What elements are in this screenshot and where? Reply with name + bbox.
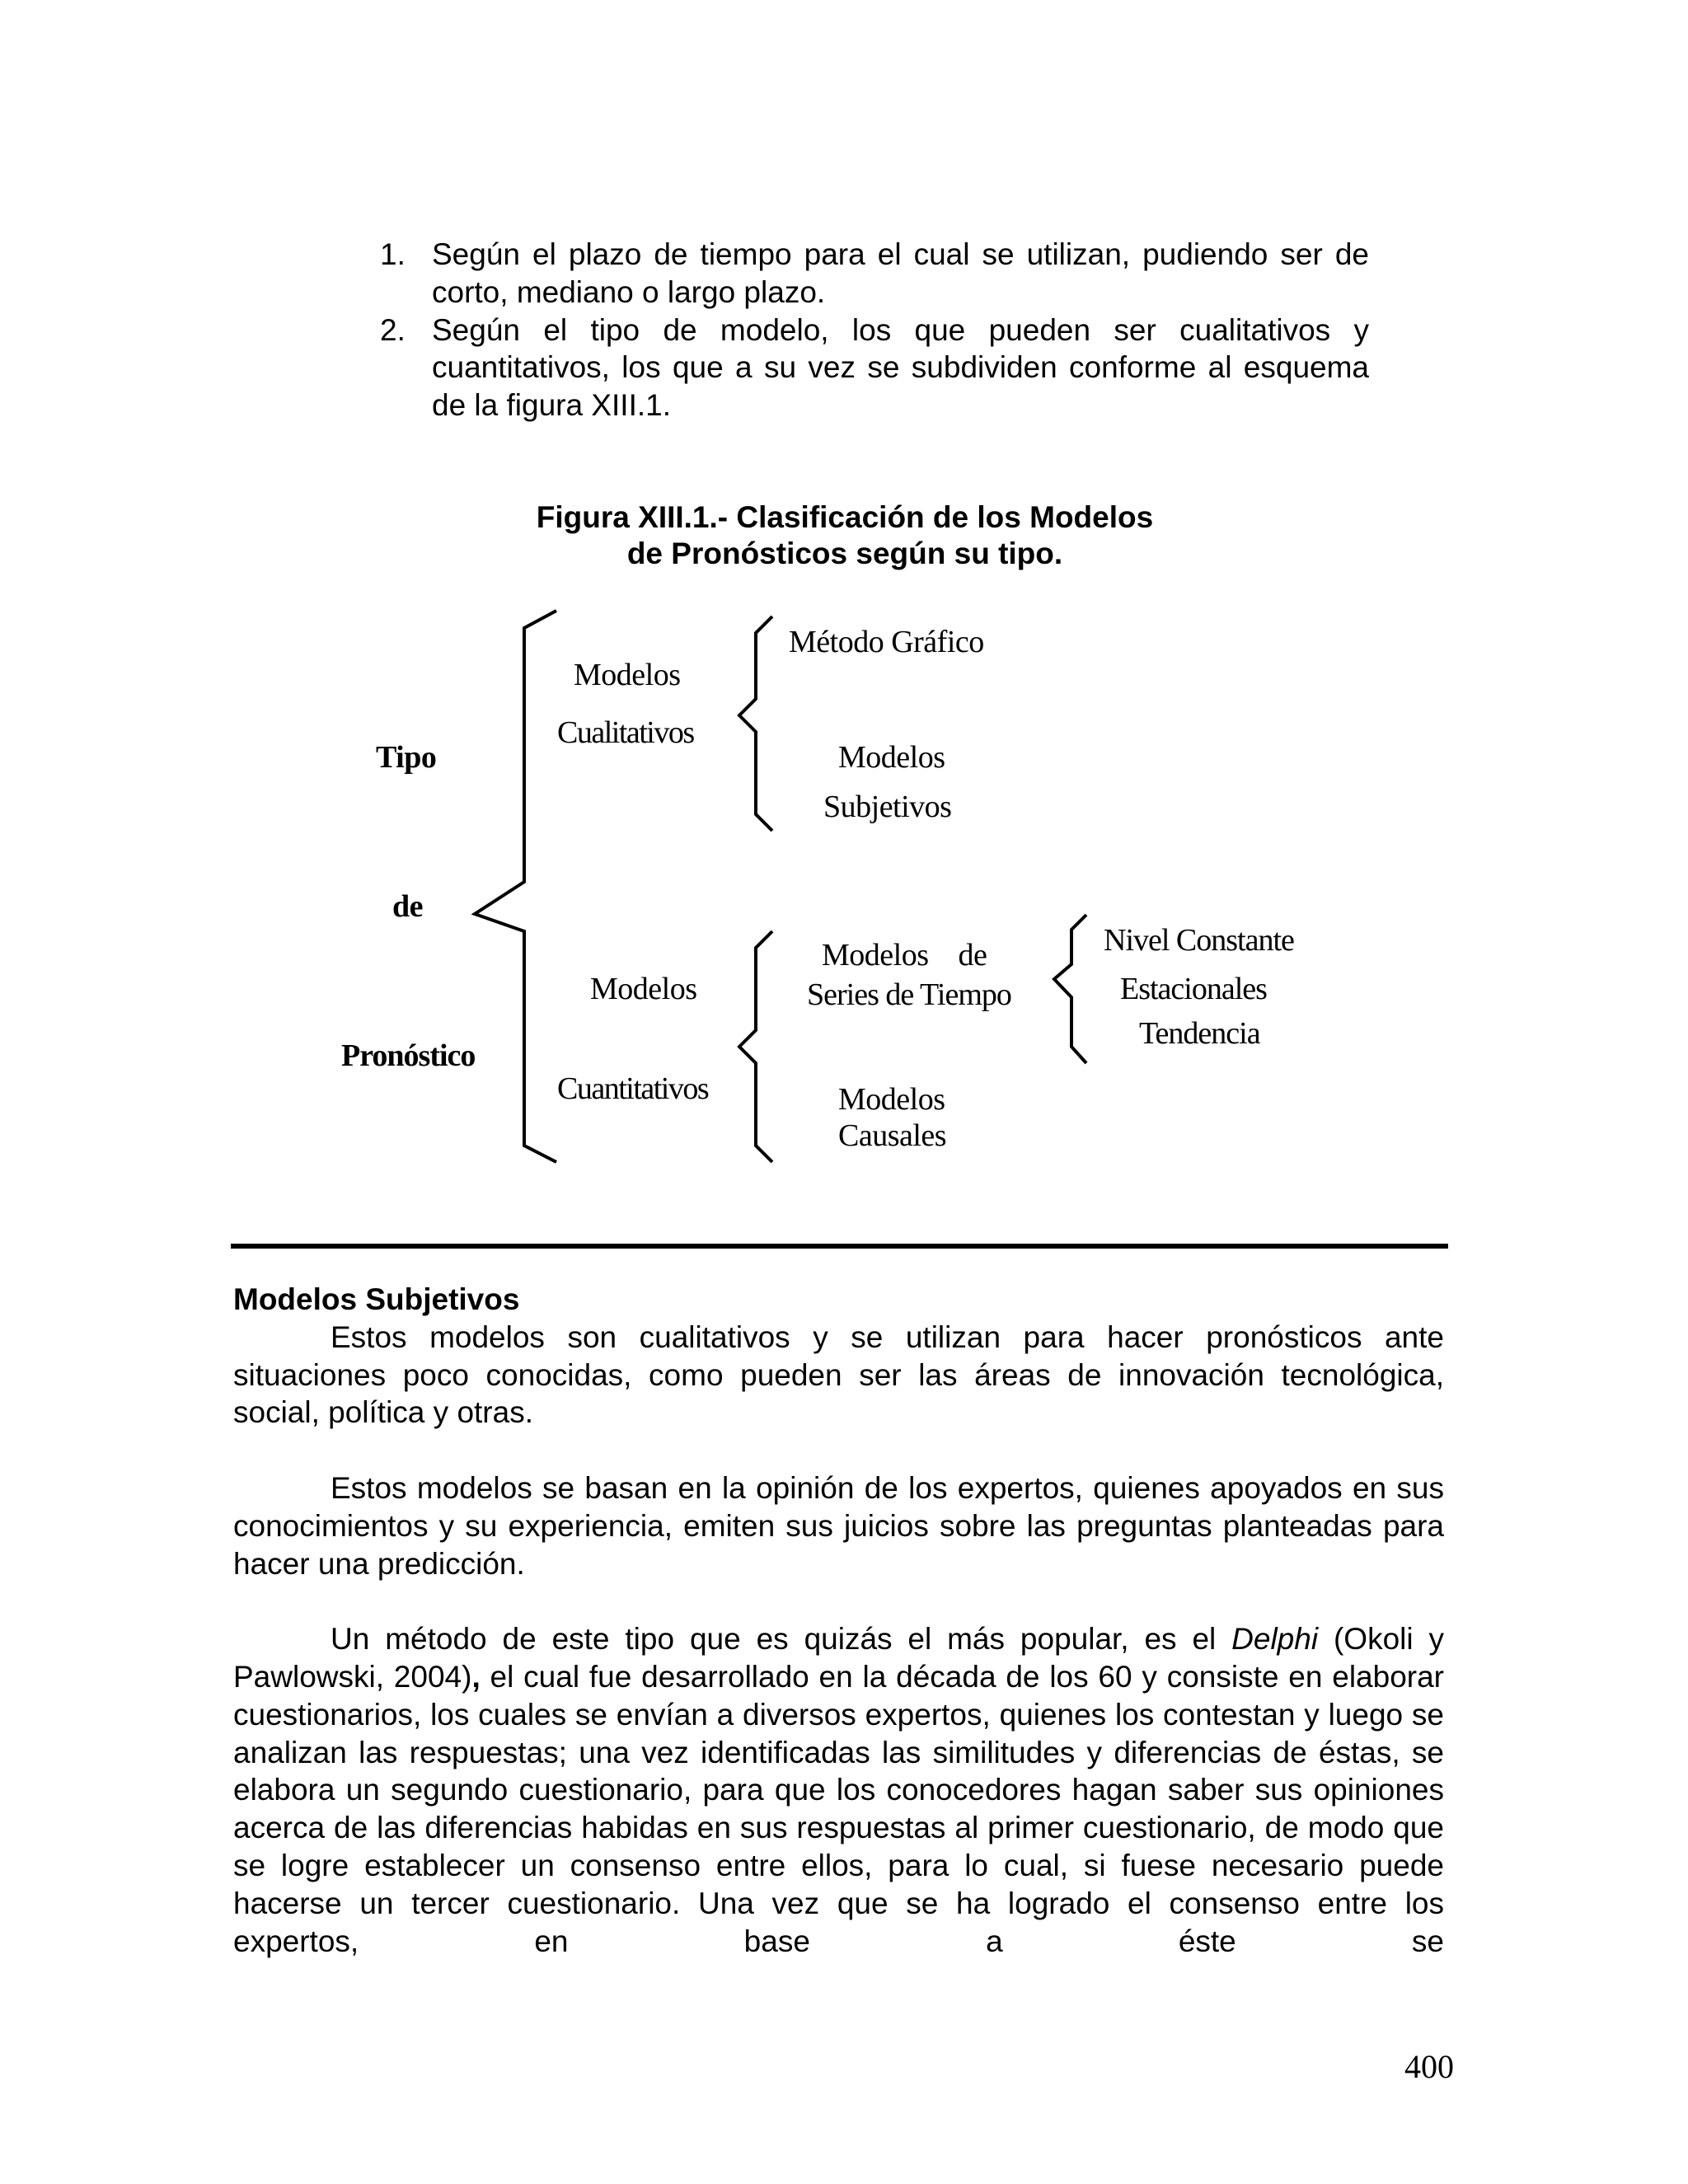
paragraph: Estos modelos son cualitativos y se utilizan para hacer pronósticos ante situaciones poco conocidas, como pueden ser las áreas de innovación tecnológica, social, política y otras. [233, 1319, 1444, 1430]
paragraph: Estos modelos se basan en la opinión de los expertos, quienes apoyados en sus conocimientos y su experiencia, emiten sus juicios sobre las preguntas planteadas para hacer una predicción. [233, 1470, 1444, 1581]
section-divider [231, 1244, 1448, 1249]
modelos-subjetivos-label-line-1: Modelos [838, 740, 945, 775]
delphi-term: Delphi [1231, 1622, 1319, 1657]
cualitativos-label-line-1: Modelos [574, 658, 681, 692]
brace-series-de-tiempo [1054, 915, 1086, 1063]
cualitativos-label-line-2: Cualitativos [557, 715, 694, 750]
list-item-number: 1. [380, 237, 406, 271]
paragraph-text: el cual fue desarrollado en la década de los 60 y consiste en elaborar cuestionarios, los cuales se envían a diversos expertos, quienes los contestan y luego se analizan las respuestas; una vez identificadas las similitudes y diferencias de éstas, se elabora un segundo cuestionario, para que los conocedores hagan saber sus opiniones acerca de las diferencias habidas en sus respuestas al primer cuestionario, de modo que se logre establecer un consenso entre ellos, para lo cual, si fuese necesario puede hacerse un tercer cuestionario. Una vez que se ha logrado el consenso entre los expertos, en base a éste se [233, 1659, 1445, 1958]
tendencia-label: Tendencia [1139, 1016, 1260, 1051]
paragraph [233, 1620, 1444, 1960]
figure-caption-line-1: Figura XIII.1.- Clasificación de los Modelos [536, 500, 1154, 534]
nivel-constante-label: Nivel Constante [1104, 923, 1294, 958]
brace-tipo-de-pronostico [475, 611, 556, 1162]
modelos-causales-label-line-1: Modelos [838, 1082, 945, 1117]
estacionales-label: Estacionales [1120, 972, 1267, 1006]
citation: (Okoli y Pawlowski, 2004) [233, 1622, 1444, 1694]
modelos-subjetivos-label-line-2: Subjetivos [823, 790, 952, 824]
metodo-grafico-label: Método Gráfico [789, 625, 984, 659]
root-label-tipo: Tipo [376, 740, 437, 775]
root-label-de: de [392, 889, 423, 924]
paragraph-text: Un método de este tipo que es quizás el más popular, es el [331, 1622, 1232, 1657]
section-heading: Modelos Subjetivos [233, 1282, 520, 1316]
brace-cualitativos [739, 616, 772, 831]
cuantitativos-label-line-1: Modelos [590, 972, 697, 1006]
figure-caption-line-2: de Pronósticos según su tipo. [626, 537, 1063, 570]
list-item-text: Según el plazo de tiempo para el cual se utilizan, pudiendo ser de corto, mediano o largo plazo. [432, 237, 1369, 309]
list-item-number: 2. [380, 312, 406, 347]
citation-comma: , [471, 1659, 481, 1694]
page-number: 400 [1404, 2048, 1454, 2085]
brace-cuantitativos [739, 931, 772, 1162]
list-item-text: Según el tipo de modelo, los que pueden ser cualitativos y cuantitativos, los que a su vez se subdividen conforme al esquema de la figura XIII.1. [432, 312, 1369, 423]
cuantitativos-label-line-2: Cuantitativos [557, 1071, 709, 1106]
root-label-pronostico: Pronóstico [341, 1038, 476, 1073]
series-de-tiempo-label-line-2: Series de Tiempo [807, 977, 1011, 1012]
modelos-causales-label-line-2: Causales [838, 1118, 947, 1153]
section-modelos-subjetivos [233, 1281, 1444, 1960]
series-de-tiempo-label-line-1: Modelos de [822, 938, 987, 972]
